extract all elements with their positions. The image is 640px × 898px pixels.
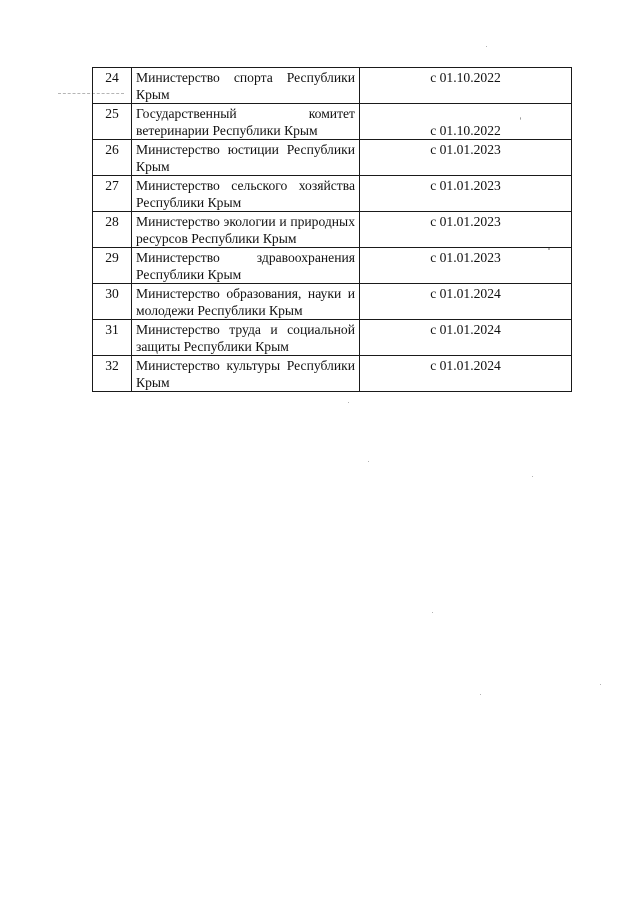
row-number: 24 <box>93 68 132 104</box>
row-number: 25 <box>93 104 132 140</box>
table-row <box>93 68 572 104</box>
row-number: 27 <box>93 176 132 212</box>
start-date: с 01.01.2023 <box>360 212 572 248</box>
scan-speck <box>520 117 521 120</box>
table-row <box>93 104 572 140</box>
start-date: с 01.01.2023 <box>360 248 572 284</box>
table-row <box>93 248 572 284</box>
scan-speck <box>548 248 550 250</box>
scan-speck <box>480 694 481 695</box>
start-date: с 01.01.2024 <box>360 356 572 392</box>
ministry-name: Государственный комитет ветеринарии Республики Крым <box>132 104 360 140</box>
start-date: с 01.01.2024 <box>360 320 572 356</box>
start-date: с 01.01.2023 <box>360 140 572 176</box>
start-date: с 01.01.2024 <box>360 284 572 320</box>
scan-speck <box>368 461 369 462</box>
table-row <box>93 356 572 392</box>
ministry-name: Министерство юстиции Республики Крым <box>132 140 360 176</box>
table-row <box>93 140 572 176</box>
ministry-name: Министерство культуры Республики Крым <box>132 356 360 392</box>
row-number: 26 <box>93 140 132 176</box>
ministry-name: Министерство образования, науки и молодежи Республики Крым <box>132 284 360 320</box>
table-row <box>93 284 572 320</box>
table-row <box>93 320 572 356</box>
ministry-name: Министерство здравоохранения Республики Крым <box>132 248 360 284</box>
row-number: 29 <box>93 248 132 284</box>
ministries-table <box>92 67 572 392</box>
row-number: 28 <box>93 212 132 248</box>
scan-speck <box>348 402 349 403</box>
start-date: с 01.10.2022 <box>360 104 572 140</box>
ministry-name: Министерство спорта Республики Крым <box>132 68 360 104</box>
row-number: 31 <box>93 320 132 356</box>
row-number: 32 <box>93 356 132 392</box>
ministry-name: Министерство сельского хозяйства Республики Крым <box>132 176 360 212</box>
scan-speck <box>532 476 533 477</box>
scan-speck <box>600 684 601 685</box>
start-date: с 01.01.2023 <box>360 176 572 212</box>
scan-speck <box>486 46 487 47</box>
table-row <box>93 176 572 212</box>
ministry-name: Министерство экологии и природных ресурсов Республики Крым <box>132 212 360 248</box>
row-number: 30 <box>93 284 132 320</box>
start-date: с 01.10.2022 <box>360 68 572 104</box>
scan-speck <box>432 612 433 613</box>
ministry-name: Министерство труда и социальной защиты Республики Крым <box>132 320 360 356</box>
table-row <box>93 212 572 248</box>
